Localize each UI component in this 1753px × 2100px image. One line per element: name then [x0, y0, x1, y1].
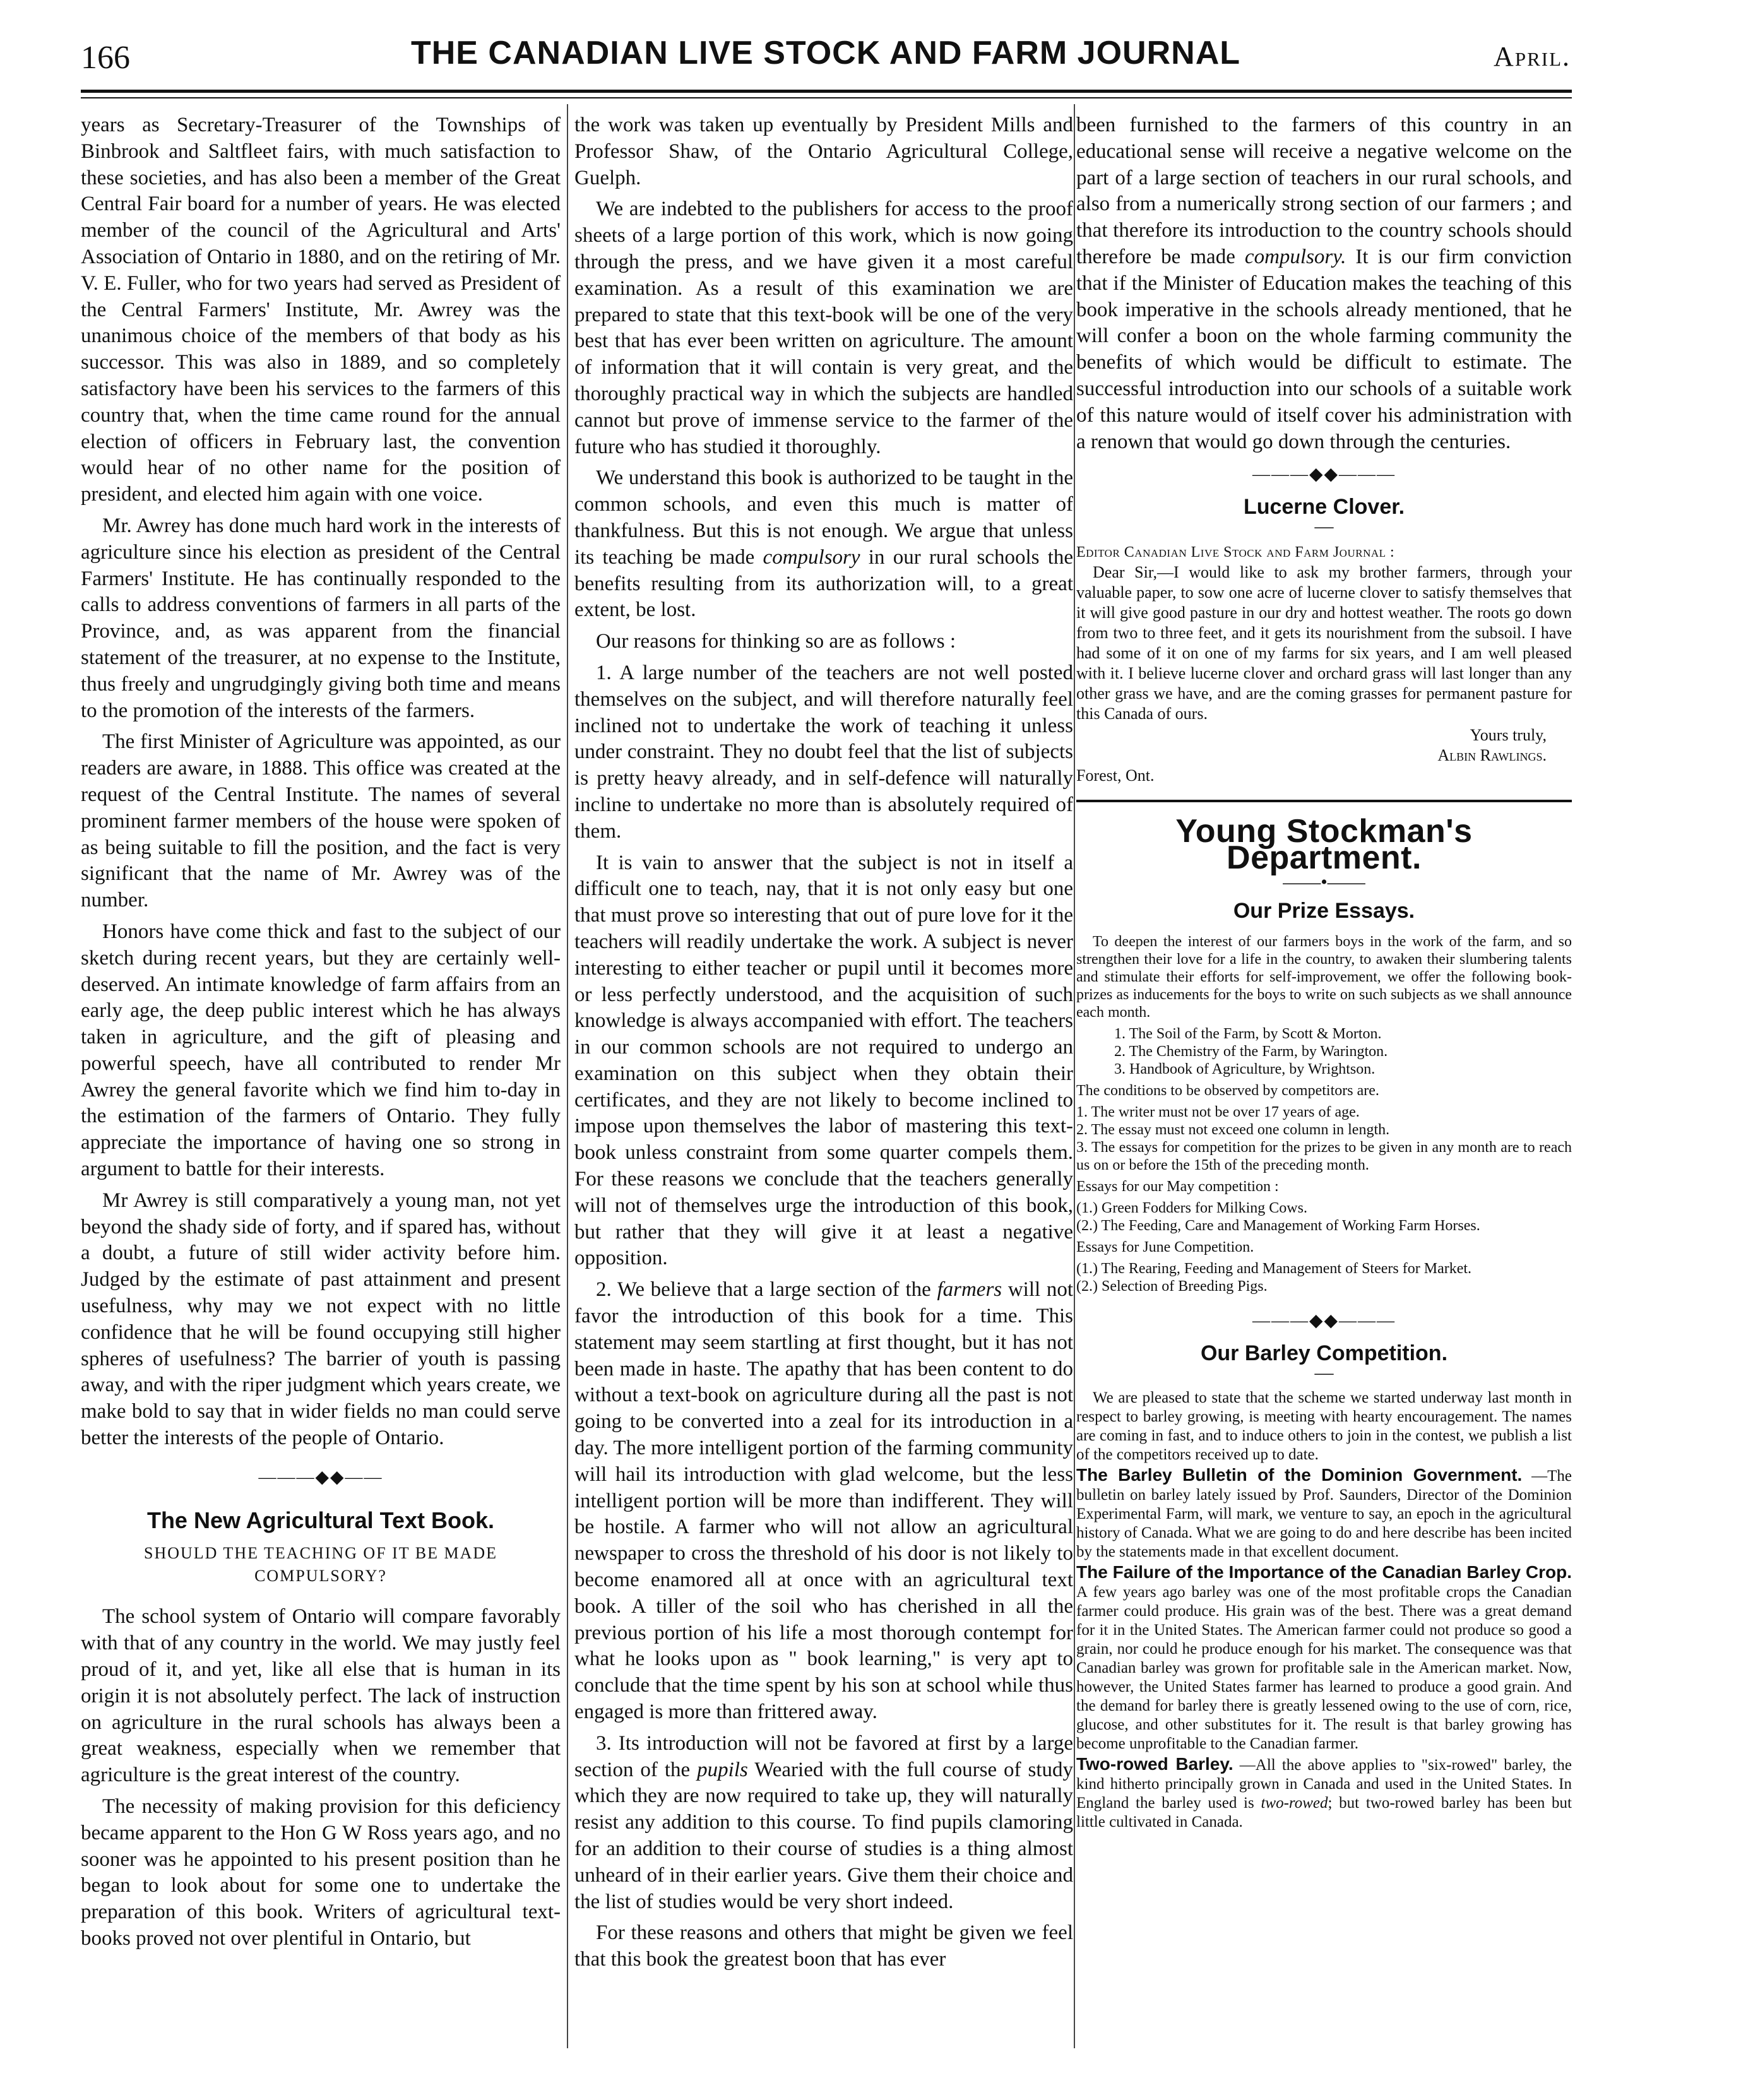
text-run: 3. Its introduction will not be favored at first by a large section of the	[574, 1731, 1073, 1781]
paragraph	[1076, 112, 1572, 455]
paragraph: The school system of Ontario will compare favorably with that of any country in the world. We may justly feel proud of it, and yet, like all else that is human in its origin it is not absolutely perfect. The lack of instruction on agriculture in the rural schools has always been a great weakness, especially when we remember that agriculture is the great interest of the country.	[81, 1605, 561, 1787]
column-divider	[567, 104, 568, 2048]
emphasis: farmers	[937, 1278, 1002, 1302]
department-title: Young Stockman's Department.	[1175, 812, 1473, 876]
paragraph: Mr. Awrey has done much hard work in the interests of agriculture since his election as president of the Central Farmers' Institute. He has continually responded to the calls to address conventions of farmers in all parts of the Province, and, as was apparent from the financial statement of the treasurer, at no expense to the Institute, thus freely and ungrudgingly giving both time and means to the promotion of the interests of the farmers.	[81, 514, 561, 722]
list-item: 3. The essays for competition for the prizes to be given in any month are to reach us on or before the 15th of the preceding month.	[1076, 1139, 1572, 1174]
conditions-list	[1076, 1103, 1572, 1174]
text-run: ; but two-rowed barley has been but little cultivated in Canada.	[1076, 1794, 1572, 1830]
list-item: (1.) The Rearing, Feeding and Management of Steers for Market.	[1076, 1261, 1472, 1278]
list-item: 2. The Chemistry of the Farm, by Warington.	[1114, 1043, 1388, 1060]
run-in-heading: Two-rowed Barley.	[1076, 1753, 1233, 1774]
run-in-heading: The Barley Bulletin of the Dominion Government.	[1076, 1464, 1523, 1485]
text-run: It is our firm conviction that if the Minister of Education makes the teaching of this book imperative in the schools already mentioned, that he will confer a boon on the whole farming community the benefits of which would be difficult to estimate. The successful introduction into our schools of a suitable work of this nature would of itself cover his administration with a renown that would go down through the centuries.	[1076, 245, 1572, 453]
page-header	[81, 34, 1571, 85]
paragraph: To deepen the interest of our farmers boys in the work of the farm, and so strengthen their love for a life in the country, to awaken their slumbering talents and stimulate their efforts for self-improvement, we offer the following book-prizes as inducements for the boys to write on such subjects as we shall announce each month.	[1076, 934, 1572, 1021]
paragraph	[574, 1731, 1073, 1916]
section-rule	[1076, 800, 1572, 802]
column-1	[81, 112, 561, 2044]
paragraph	[1076, 1755, 1572, 1832]
text-run: in our rural schools the benefits resulting from its authorization will, to a great extent, be lost.	[574, 545, 1073, 622]
text-run: been furnished to the farmers of this country in an educational sense will receive a negative welcome on the part of a large section of teachers in our rural schools, and also from a numerically strong section of our farmers ; and that therefore its introduction to the country schools should therefore be made	[1076, 114, 1572, 268]
paragraph	[574, 1277, 1073, 1726]
barley-block	[1076, 1389, 1572, 1832]
letter-signature: Albin Rawlings.	[1437, 745, 1547, 764]
list-item: 1. The writer must not be over 17 years of age.	[1076, 1104, 1360, 1121]
title-dash: ——•——	[1283, 871, 1365, 893]
emphasis: compulsory	[763, 545, 860, 569]
text-run: 2. We believe that a large section of the	[596, 1278, 931, 1302]
article-title: Our Prize Essays.	[1233, 898, 1415, 923]
text-run: —All the above applies to "six-rowed" barley, the kind hitherto principally grown in Canada and used in the United States. In England the barley used is	[1076, 1756, 1572, 1812]
list-item: (2.) The Feeding, Care and Management of Working Farm Horses.	[1076, 1218, 1480, 1235]
page-number: 166	[81, 40, 130, 76]
prize-block	[1076, 933, 1572, 1295]
paragraph: We are indebted to the publishers for access to the proof sheets of a large portion of this work, which is now going through the press, and we have given it a most careful examination. As a result of this examination we are prepared to state that this text-book will be one of the very best that has ever been written on agriculture. The amount of information that it will contain is very great, and the thoroughly practical way in which the subjects are handled cannot but prove of immense service to the farmer of the future who has studied it thoroughly.	[574, 198, 1073, 458]
run-in-heading: The Failure of the Importance of the Canadian Barley Crop.	[1076, 1562, 1572, 1582]
list-item: 1. The Soil of the Farm, by Scott & Morton.	[1114, 1026, 1382, 1043]
paragraph: Our reasons for thinking so are as follows :	[596, 630, 956, 653]
article-title: Our Barley Competition.	[1200, 1341, 1448, 1366]
paragraph: The necessity of making provision for this deficiency became apparent to the Hon G W Ross years ago, and no sooner was he appointed to his present position than he began to look about for some one to undertake the preparation of this book. Writers of agricultural text-books proved not over plentiful in Ontario, but	[81, 1795, 561, 1950]
list-item: (2.) Selection of Breeding Pigs.	[1076, 1278, 1268, 1295]
paragraph	[1076, 1466, 1572, 1562]
paragraph: The first Minister of Agriculture was appointed, as our readers are aware, in 1888. This office was created at the request of the Central Institute. The names of several prominent farmer members of the house were spoken of as being suitable to fill the position, and the fact is very significant that the name of Mr. Awrey was of the number.	[81, 730, 561, 912]
column-3	[1076, 112, 1572, 2044]
paragraph	[1076, 1563, 1572, 1753]
text-run: —The bulletin on barley lately issued by Prof. Saunders, Director of the Dominion Experimental Farm, will mark, we venture to say, an epoch in the agricultural history of Canada. What we are going to do and here describe has been incited by the statements made in that excellent document.	[1076, 1467, 1572, 1560]
emphasis: two-rowed	[1261, 1794, 1328, 1812]
emphasis: pupils	[697, 1758, 748, 1781]
header-rule-thick	[81, 90, 1572, 93]
title-dash: —	[1314, 1361, 1334, 1383]
issue-month: April.	[1494, 41, 1571, 72]
section-ornament: ———◆◆——	[258, 1467, 383, 1487]
paragraph: For these reasons and others that might be given we feel that this book the greatest boon that has ever	[574, 1921, 1073, 1971]
may-intro: Essays for our May competition :	[1076, 1178, 1279, 1195]
text-run: Wearied with the full course of study which they are now required to take up, they will naturally resist any addition to this course. To find pupils clamoring for an addition to their course of studies is a thing almost unheard of in their earlier years. Give them their choice and the list of studies would be very short indeed.	[574, 1758, 1073, 1913]
section-ornament: ———◆◆———	[1252, 1311, 1396, 1331]
letter-intro: Editor Canadian Live Stock and Farm Journal :	[1076, 543, 1395, 561]
article-title: The New Agricultural Text Book.	[146, 1507, 495, 1533]
letter-place: Forest, Ont.	[1076, 766, 1155, 785]
emphasis: compulsory.	[1244, 245, 1346, 268]
text-run: will not favor the introduction of this book for a time. This statement may seem startling at first thought, but it has not been made in haste. The apathy that has been content to do without a text-book on agriculture during all the past is not going to be converted into a zeal for its introduction in a day. The more intelligent portion of the farming community will hail its introduction with glad welcome, but the less intelligent portion will be more than indifferent. They will be hostile. A farmer who will not allow an agricultural newspaper to cross the threshold of his door is not likely to become enamored all at once with an agricultural text book. A tiller of the soil who has cherished in all the previous portion of his life a most thorough contempt for what he looks upon as " book learning," is very apt to conclude that the time spent by his son at school while thus engaged is more than frittered away.	[574, 1278, 1073, 1724]
column-2	[574, 112, 1073, 2044]
column-divider	[1074, 104, 1075, 2048]
paragraph: It is vain to answer that the subject is not in itself a difficult one to teach, nay, that it is not only easy but one that must prove so interesting that out of pure love for it the teachers will readily undertake the work. A subject is never interesting to either teacher or pupil until it becomes more or less perfectly understood, and the acquisition of such knowledge is always accompanied with effort. The teachers in our common schools are not required to undergo an examination on this subject when they obtain their certificates, and they are not likely to become inclined to impose upon themselves the labor of mastering this text-book unless constraint from some quarter compels them. For these reasons we conclude that the teachers generally will not of themselves urge the introduction of this book, but rather that they will give it at least a negative opposition.	[574, 851, 1073, 1270]
june-intro: Essays for June Competition.	[1076, 1239, 1254, 1256]
title-dash: —	[1314, 515, 1334, 537]
paragraph: Honors have come thick and fast to the subject of our sketch during recent years, but they are certainly well-deserved. An intimate knowledge of farm affairs from an early age, the deep public interest which he has always taken in agriculture, and the gift of pleasing and powerful speech, have all contributed to render Mr Awrey the general favorite which we find him to-day in the estimation of the farmers of Ontario. They fully appreciate the importance of having one so strong in argument to battle for their interests.	[81, 920, 561, 1181]
journal-title: THE CANADIAN LIVE STOCK AND FARM JOURNAL	[410, 35, 1241, 71]
paragraph: years as Secretary-Treasurer of the Townships of Binbrook and Saltfleet fairs, with much satisfaction to these societies, and has also been a member of the Great Central Fair board for a number of years. He was elected member of the council of the Agricultural and Arts' Association of Ontario in 1880, and on the retiring of Mr. V. E. Fuller, who for two years had served as President of the Central Farmers' Institute, Mr. Awrey was the unanimous choice of the members of that body as his successor. This was also in 1889, and so completely satisfactory have been his services to the farmers of this country that, when the time came round for the annual election of officers in February last, the convention would hear of no other name for the position of president, and elected him again with one voice.	[81, 114, 561, 506]
letter-block	[1076, 542, 1572, 786]
article-subhead: SHOULD THE TEACHING OF IT BE MADE COMPULSORY?	[144, 1544, 497, 1586]
section-ornament: ———◆◆———	[1252, 465, 1396, 485]
header-rule-thin	[81, 97, 1572, 98]
conditions-intro: The conditions to be observed by competitors are.	[1076, 1083, 1379, 1100]
may-list	[1076, 1199, 1572, 1235]
paragraph	[574, 465, 1073, 624]
paragraph: Mr Awrey is still comparatively a young man, not yet beyond the shady side of forty, and if spared has, without a doubt, a future of still wider activity before him. Judged by the estimate of past attainment and present usefulness, why may we not expect with no little confidence that he will be found occupying still higher spheres of usefulness? The barrier of youth is passing away, and with the riper judgment which years create, we make bold to say that in wider fields no man could serve better the interests of the people of Ontario.	[81, 1189, 561, 1450]
june-list	[1076, 1260, 1572, 1295]
paragraph: the work was taken up eventually by President Mills and Professor Shaw, of the Ontario Agricultural College, Guelph.	[574, 114, 1073, 189]
paragraph: 1. A large number of the teachers are not well posted themselves on the subject, and will therefore naturally feel inclined not to undertake the work of teaching it unless under constraint. They no doubt feel that the list of subjects is pretty heavy already, and in self-defence will naturally incline to undertake no more than is absolutely required of them.	[574, 661, 1073, 843]
paragraph: We are pleased to state that the scheme we started underway last month in respect to barley growing, is meeting with hearty encouragement. The names are coming in fast, and to induce others to join in the contest, we publish a list of the competitors received up to date.	[1076, 1389, 1572, 1463]
text-run: A few years ago barley was one of the most profitable crops the Canadian farmer could produce. His grain was of the best. There was a great demand for it in the United States. The American farmer could not produce so good a grain, nor could he produce enough for his market. The consequence was that Canadian barley was grown for profitable sale in the American market. Now, however, the United States farmer has learned to produce a good grain. And the demand for barley there is greatly lessened owing to the use of corn, rice, glucose, and other substitutes for it. The result is that barley growing has become unprofitable to the Canadian farmer.	[1076, 1583, 1572, 1752]
list-item: 2. The essay must not exceed one column in length.	[1076, 1122, 1390, 1139]
letter-body: Dear Sir,—I would like to ask my brother farmers, through your valuable paper, to sow one acre of lucerne clover to satisfy themselves that it will give good pasture in our dry and hottest weather. The roots go down from two to three feet, and it gets its nourishment from the subsoil. I have had some of it on one of my farms for six years, and I am well pleased with it. I believe lucerne clover and orchard grass will last longer than any other grass we have, and are the coming grasses for permanent pasture for this Canada of ours.	[1076, 562, 1572, 723]
article-title: Lucerne Clover.	[1243, 495, 1405, 519]
text-run: We understand this book is authorized to be taught in the common schools, and even this much is matter of thankfulness. But this is not enough. We argue that unless its teaching be made	[574, 466, 1073, 569]
list-item: (1.) Green Fodders for Milking Cows.	[1076, 1200, 1307, 1217]
prize-list	[1076, 1025, 1572, 1078]
letter-closing: Yours truly,	[1470, 725, 1547, 744]
list-item: 3. Handbook of Agriculture, by Wrightson.	[1114, 1061, 1376, 1078]
